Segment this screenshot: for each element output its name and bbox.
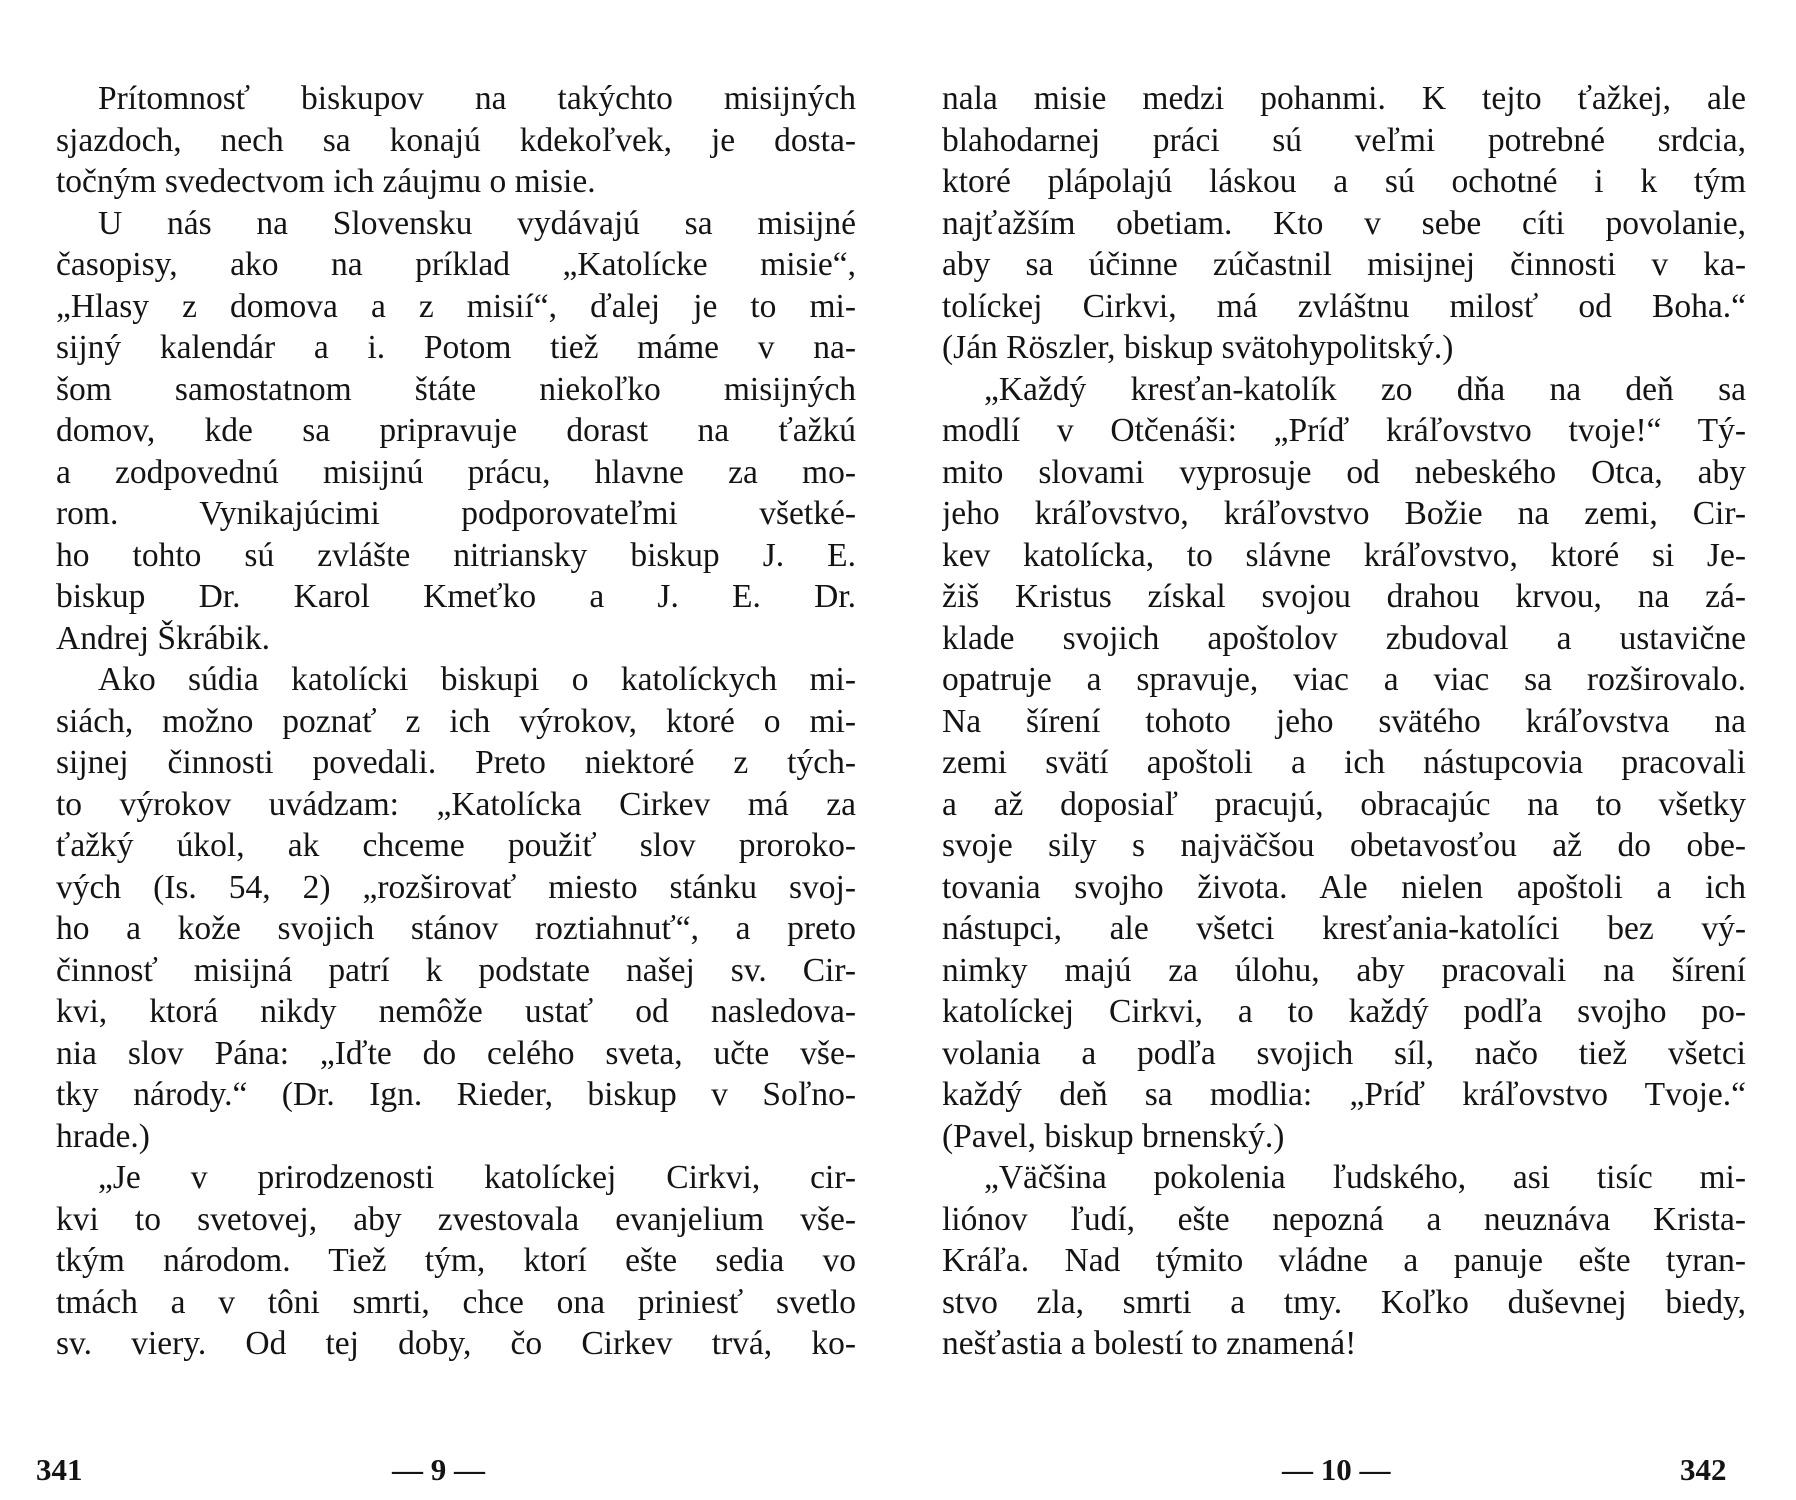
text-line: sjazdoch, nech sa konajú kdekoľvek, je dosta- [56, 121, 856, 159]
text-line: „Hlasy z domova a z misií“, ďalej je to mi- [56, 287, 856, 325]
text-line: jeho kráľovstvo, kráľovstvo Božie na zemi, Cir- [942, 495, 1746, 532]
text-line: (Pavel, biskup brnenský.) [942, 1117, 1285, 1155]
text-line: (Ján Röszler, biskup svätohypolitský.) [942, 329, 1454, 366]
text-line: Kráľa. Nad týmito vládne a panuje ešte tyran- [942, 1242, 1746, 1279]
text-line: siách, možno poznať z ich výrokov, ktoré o mi- [56, 702, 856, 740]
left-page [56, 78, 856, 1365]
text-line: katolíckej Cirkvi, a to každý podľa svojho po- [942, 993, 1746, 1030]
text-line: U nás na Slovensku vydávajú sa misijné [98, 204, 856, 242]
text-line: opatruje a spravuje, viac a viac sa rozširovalo. [942, 661, 1746, 698]
text-line: domov, kde sa pripravuje dorast na ťažkú [56, 412, 856, 449]
text-line: ťažký úkol, ak chceme použiť slov proroko- [56, 827, 856, 864]
left-folio: 341 [36, 1452, 83, 1487]
text-line: sv. viery. Od tej doby, čo Cirkev trvá, ko- [56, 1325, 856, 1362]
text-line: kev katolícka, to slávne kráľovstvo, ktoré si Je- [942, 536, 1746, 574]
text-line: a až doposiaľ pracujú, obracajúc na to všetky [942, 785, 1746, 823]
text-line: „Väčšina pokolenia ľudského, asi tisíc mi- [984, 1159, 1746, 1196]
text-line: a zodpovednú misijnú prácu, hlavne za mo- [56, 453, 856, 491]
text-line: točným svedectvom ich záujmu o misie. [56, 163, 596, 200]
text-line: vých (Is. 54, 2) „rozširovať miesto stánku svoj- [56, 868, 856, 906]
text-line: činnosť misijná patrí k podstate našej sv. Cir- [56, 951, 856, 989]
right-folio: 342 [1680, 1452, 1727, 1487]
text-line: tovania svojho života. Ale nielen apoštoli a ich [942, 868, 1746, 906]
text-line: nimky majú za úlohu, aby pracovali na šírení [942, 951, 1746, 989]
text-line: stvo zla, smrti a tmy. Koľko duševnej biedy, [942, 1283, 1746, 1321]
text-line: nástupci, ale všetci kresťania-katolíci bez vý- [942, 910, 1746, 947]
text-line: ktoré plápolajú láskou a sú ochotné i k tým [942, 163, 1746, 200]
text-line: nia slov Pána: „Iďte do celého sveta, učte vše- [56, 1034, 856, 1072]
text-line: každý deň sa modlia: „Príď kráľovstvo Tvoje.“ [942, 1076, 1746, 1113]
text-line: nešťastia a bolestí to znamená! [942, 1325, 1357, 1362]
text-line: tky národy.“ (Dr. Ign. Rieder, biskup v Soľno- [56, 1076, 856, 1113]
text-line: „Je v prirodzenosti katolíckej Cirkvi, cir- [98, 1159, 856, 1196]
text-line: Andrej Škrábik. [56, 619, 270, 657]
left-page-number: — 9 — [392, 1452, 485, 1487]
text-line: to výrokov uvádzam: „Katolícka Cirkev má za [56, 785, 856, 823]
text-line: aby sa účinne zúčastnil misijnej činnosti v ka- [942, 246, 1746, 283]
text-line: volania a podľa svojich síl, načo tiež všetci [942, 1034, 1746, 1072]
text-line: Prítomnosť biskupov na takýchto misijných [98, 80, 856, 117]
text-line: ho tohto sú zvlášte nitriansky biskup J. E. [56, 536, 856, 574]
text-line: hrade.) [56, 1117, 150, 1155]
text-line: zemi svätí apoštoli a ich nástupcovia pracovali [942, 744, 1746, 781]
text-line: Ako súdia katolícki biskupi o katolíckych mi- [98, 661, 856, 698]
text-line: klade svojich apoštolov zbudoval a ustavične [942, 619, 1746, 657]
text-line: rom. Vynikajúcimi podporovateľmi všetké- [56, 495, 856, 532]
text-line: mito slovami vyprosuje od nebeského Otca, aby [942, 453, 1746, 491]
text-line: biskup Dr. Karol Kmeťko a J. E. Dr. [56, 578, 856, 615]
text-line: modlí v Otčenáši: „Príď kráľovstvo tvoje!“ Tý- [942, 412, 1746, 449]
text-line: tmách a v tôni smrti, chce ona priniesť svetlo [56, 1283, 856, 1321]
text-line: tkým národom. Tiež tým, ktorí ešte sedia vo [56, 1242, 856, 1279]
text-line: blahodarnej práci sú veľmi potrebné srdcia, [942, 121, 1746, 159]
text-line: svoje sily s najväčšou obetavosťou až do obe- [942, 827, 1746, 864]
text-line: sijný kalendár a i. Potom tiež máme v na- [56, 329, 856, 366]
text-line: Na šírení tohoto jeho svätého kráľovstva na [942, 702, 1746, 740]
text-line: sijnej činnosti povedali. Preto niektoré z tých- [56, 744, 856, 781]
text-line: kvi, ktorá nikdy nemôže ustať od nasledova- [56, 993, 856, 1030]
text-line: liónov ľudí, ešte nepozná a neuznáva Krista- [942, 1200, 1746, 1238]
text-line: tolíckej Cirkvi, má zvláštnu milosť od Boha.“ [942, 287, 1746, 325]
text-line: šom samostatnom štáte niekoľko misijných [56, 370, 856, 408]
text-line: časopisy, ako na príklad „Katolícke misie“, [56, 246, 856, 283]
right-page-number: — 10 — [1282, 1452, 1391, 1487]
text-line: kvi to svetovej, aby zvestovala evanjelium vše- [56, 1200, 856, 1238]
right-page [942, 78, 1746, 1365]
text-line: najťažším obetiam. Kto v sebe cíti povolanie, [942, 204, 1746, 242]
text-line: nala misie medzi pohanmi. K tejto ťažkej, ale [942, 80, 1746, 117]
text-line: žiš Kristus získal svojou drahou krvou, na zá- [942, 578, 1746, 615]
text-line: ho a kože svojich stánov roztiahnuť“, a preto [56, 910, 856, 947]
text-line: „Každý kresťan-katolík zo dňa na deň sa [984, 370, 1746, 408]
